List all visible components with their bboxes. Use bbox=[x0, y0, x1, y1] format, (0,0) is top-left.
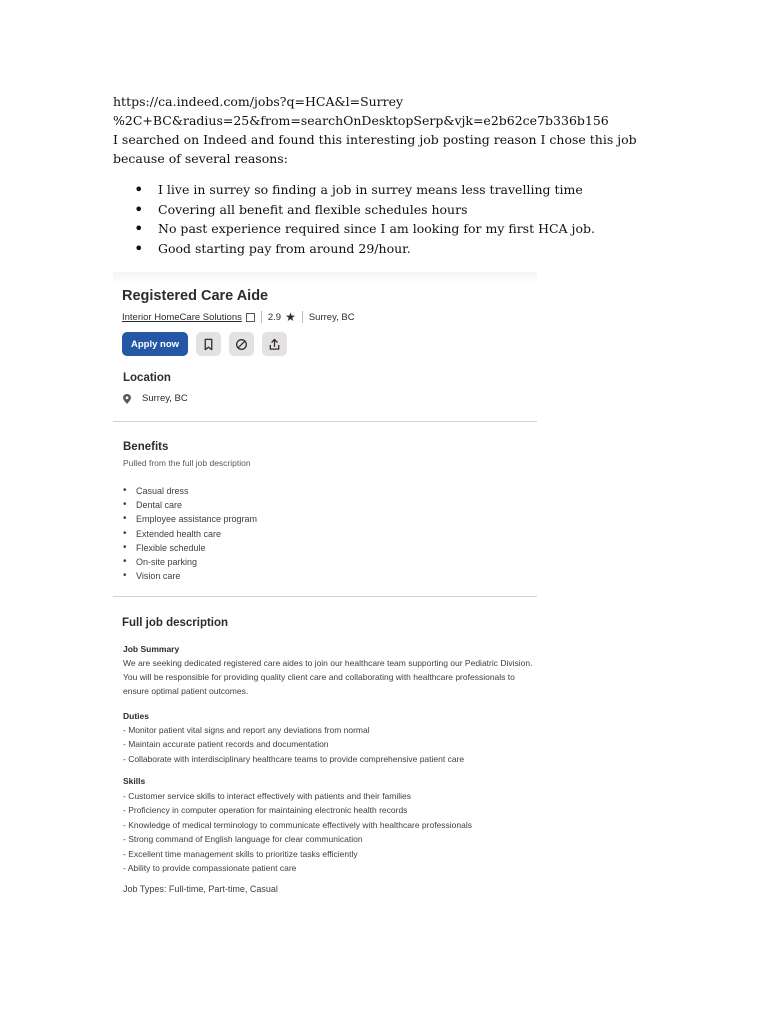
not-interested-icon bbox=[235, 338, 248, 351]
company-link[interactable]: Interior HomeCare Solutions bbox=[122, 311, 242, 323]
section-divider bbox=[113, 596, 537, 597]
full-description-heading: Full job description bbox=[122, 617, 229, 629]
benefit-item: • Casual dress bbox=[123, 484, 257, 498]
skill-item: - Proficiency in computer operation for maintaining electronic health records bbox=[123, 805, 408, 816]
job-title: Registered Care Aide bbox=[122, 288, 269, 304]
job-url-line-1[interactable]: https://ca.indeed.com/jobs?q=HCA&l=Surrey bbox=[113, 94, 404, 109]
skills-heading: Skills bbox=[123, 776, 146, 786]
benefit-item: • Vision care bbox=[123, 569, 257, 583]
map-pin-icon bbox=[123, 394, 131, 404]
meta-divider bbox=[261, 311, 262, 323]
job-summary-heading: Job Summary bbox=[123, 644, 180, 654]
company-rating: 2.9 bbox=[267, 311, 282, 323]
not-interested-button[interactable] bbox=[229, 332, 254, 356]
benefit-item: • Flexible schedule bbox=[123, 541, 257, 555]
job-posting-screenshot bbox=[113, 272, 537, 900]
duty-item: - Collaborate with interdisciplinary healthcare teams to provide comprehensive patient care bbox=[123, 753, 465, 764]
reason-item: • I live in surrey so finding a job in surrey means less travelling time bbox=[158, 180, 653, 200]
share-icon bbox=[268, 338, 281, 351]
reason-item: • Covering all benefit and flexible schedules hours bbox=[158, 200, 653, 220]
benefits-list bbox=[123, 484, 257, 583]
location-value: Surrey, BC bbox=[142, 393, 188, 404]
location-heading: Location bbox=[123, 372, 171, 384]
job-url-line-2[interactable]: %2C+BC&radius=25&from=searchOnDesktopSerp&vjk=e2b62ce7b336b156 bbox=[113, 113, 609, 128]
share-job-button[interactable] bbox=[262, 332, 287, 356]
benefit-item: • Dental care bbox=[123, 498, 257, 512]
star-icon: ★ bbox=[285, 310, 296, 324]
skill-item: - Knowledge of medical terminology to communicate effectively with healthcare professionals bbox=[123, 819, 472, 830]
job-actions bbox=[122, 332, 287, 356]
external-link-icon bbox=[246, 313, 255, 322]
section-divider bbox=[113, 421, 537, 422]
benefit-item: • Employee assistance program bbox=[123, 512, 257, 526]
job-types: Job Types: Full-time, Part-time, Casual bbox=[123, 884, 278, 894]
document-body bbox=[113, 92, 653, 258]
reasons-list bbox=[113, 180, 653, 258]
job-meta bbox=[122, 310, 355, 324]
skill-item: - Excellent time management skills to prioritize tasks efficiently bbox=[123, 848, 358, 859]
location-row bbox=[123, 393, 188, 404]
reason-item: • No past experience required since I am looking for my first HCA job. bbox=[158, 219, 653, 239]
apply-now-button[interactable]: Apply now bbox=[122, 332, 188, 356]
skills-list bbox=[123, 789, 472, 875]
save-job-button[interactable] bbox=[196, 332, 221, 356]
reason-item: • Good starting pay from around 29/hour. bbox=[158, 239, 653, 259]
bookmark-icon bbox=[202, 338, 215, 351]
benefits-heading: Benefits bbox=[123, 441, 169, 453]
duties-list bbox=[123, 723, 464, 766]
skill-item: - Ability to provide compassionate patient care bbox=[123, 863, 297, 874]
job-location: Surrey, BC bbox=[308, 311, 355, 323]
benefit-item: • Extended health care bbox=[123, 527, 257, 541]
duty-item: - Maintain accurate patient records and documentation bbox=[123, 739, 329, 750]
benefit-item: • On-site parking bbox=[123, 555, 257, 569]
job-summary-text: We are seeking dedicated registered care aides to join our healthcare team supporting our Pediatric Division. You will be responsible for providing quality client care and collaborating with healthcare professionals to ensure optimal patient outcomes. bbox=[123, 658, 533, 697]
skill-item: - Strong command of English language for clear communication bbox=[123, 834, 363, 845]
skill-item: - Customer service skills to interact effectively with patients and their families bbox=[123, 791, 412, 801]
meta-divider bbox=[302, 311, 303, 323]
duties-heading: Duties bbox=[123, 711, 149, 721]
duty-item: - Monitor patient vital signs and report any deviations from normal bbox=[123, 725, 370, 735]
intro-paragraph: I searched on Indeed and found this interesting job posting reason I chose this job because of several reasons: bbox=[113, 132, 637, 166]
benefits-subtitle: Pulled from the full job description bbox=[123, 458, 251, 468]
